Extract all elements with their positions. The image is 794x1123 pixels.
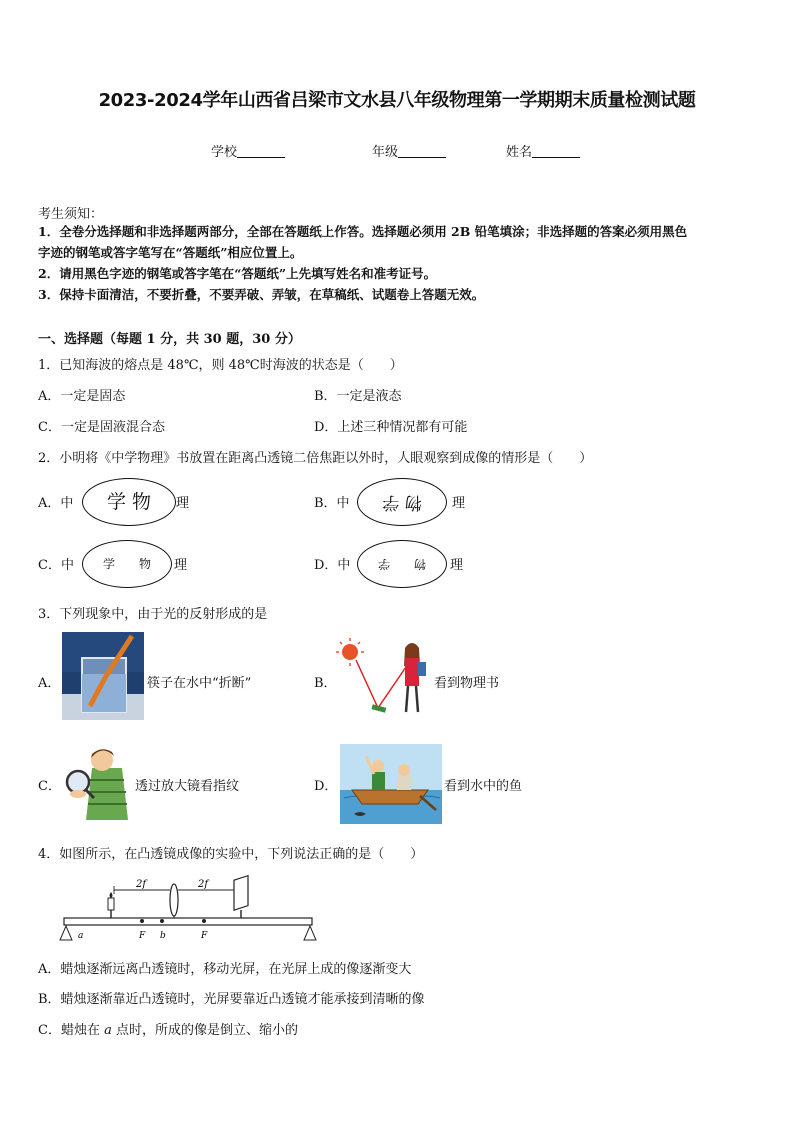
q2-option-c[interactable] <box>38 540 238 590</box>
q3-option-b-label: B． <box>314 676 337 691</box>
fig-label-a: a <box>78 931 84 941</box>
q1-option-a[interactable]: A．一定是固态 <box>38 389 126 404</box>
q2-option-c-tail: 理 <box>174 558 188 573</box>
q3-option-c-caption: 透过放大镜看指纹 <box>135 779 240 794</box>
q2-option-d-image: 物 学 <box>357 540 447 588</box>
notice-line-3: 3．保持卡面清洁，不要折叠，不要弄破、弄皱，在草稿纸、试题卷上答题无效。 <box>38 287 485 302</box>
q2-option-c-image: 学 物 <box>82 540 172 588</box>
lens-experiment-diagram <box>56 870 320 944</box>
q1-stem: 1．已知海波的熔点是 48℃，则 48℃时海波的状态是（ ） <box>38 358 403 373</box>
q2-option-b-label: B．中 <box>314 496 350 511</box>
q3-option-c[interactable] <box>38 744 298 824</box>
notice-line-1b: 字迹的钢笔或答字笔写在“答题纸”相应位置上。 <box>38 245 303 260</box>
fig-label-2f-right: 2f <box>198 879 209 890</box>
q2-option-b-image: 物 学 <box>357 478 447 526</box>
q3-option-d[interactable] <box>314 744 574 824</box>
page-title: 2023-2024学年山西省吕梁市文水县八年级物理第一学期期末质量检测试题 <box>98 90 696 111</box>
q2-option-a-label: A．中 <box>38 496 74 511</box>
q2-option-a-tail: 理 <box>176 496 190 511</box>
grade-field: 年级 <box>372 141 446 160</box>
fig-label-b: b <box>160 931 166 941</box>
notice-line-1a: 1．全卷分选择题和非选择题两部分，全部在答题纸上作答。选择题必须用 2B 铅笔填涂；非选择题的答案必须用黑色 <box>38 224 688 239</box>
q3-option-a-caption: 筷子在水中“折断” <box>147 676 252 691</box>
q3-option-d-caption: 看到水中的鱼 <box>444 779 523 794</box>
name-field: 姓名 <box>506 141 580 160</box>
q4-stem: 4．如图所示，在凸透镜成像的实验中，下列说法正确的是（ ） <box>38 847 424 862</box>
notice-line-2: 2．请用黑色字迹的钢笔或答字笔在“答题纸”上先填写姓名和准考证号。 <box>38 266 437 281</box>
boat-fishing-image <box>340 744 442 824</box>
q2-option-d[interactable] <box>314 540 514 590</box>
q3-option-a-label: A． <box>38 676 61 691</box>
magnifier-fingerprint-image <box>62 746 134 822</box>
q2-option-b-tail: 理 <box>452 496 466 511</box>
chopsticks-in-water-image <box>62 632 144 720</box>
q2-option-d-label: D．中 <box>314 558 351 573</box>
fig-label-f2: F <box>201 931 208 941</box>
q2-option-b[interactable] <box>314 478 514 528</box>
q2-option-a[interactable] <box>38 478 238 528</box>
q4-option-b[interactable]: B．蜡烛逐渐靠近凸透镜时，光屏要靠近凸透镜才能承接到清晰的像 <box>38 992 425 1007</box>
q2-stem: 2．小明将《中学物理》书放置在距离凸透镜二倍焦距以外时，人眼观察到成像的情形是（ ） <box>38 451 593 466</box>
q3-stem: 3．下列现象中，由于光的反射形成的是 <box>38 607 268 622</box>
section-heading: 一、选择题（每题 1 分，共 30 题，30 分） <box>38 332 301 347</box>
q1-option-c[interactable]: C．一定是固液混合态 <box>38 420 165 435</box>
q4-option-a[interactable]: A．蜡烛逐渐远离凸透镜时，移动光屏，在光屏上成的像逐渐变大 <box>38 962 412 977</box>
girl-reading-book-image <box>336 636 430 720</box>
q3-option-b-caption: 看到物理书 <box>434 676 500 691</box>
school-field: 学校 <box>211 141 285 160</box>
q2-option-d-tail: 理 <box>450 558 464 573</box>
q1-option-d[interactable]: D．上述三种情况都有可能 <box>314 420 468 435</box>
q3-option-c-label: C． <box>38 779 61 794</box>
q1-option-b[interactable]: B．一定是液态 <box>314 389 402 404</box>
fig-label-2f-left: 2f <box>136 879 147 890</box>
q2-option-a-image: 学 物 <box>82 478 176 526</box>
q2-option-c-label: C．中 <box>38 558 74 573</box>
q4-option-c[interactable]: C．蜡烛在 a 点时，所成的像是倒立、缩小的 <box>38 1023 298 1038</box>
notice-heading: 考生须知： <box>38 207 104 222</box>
q3-option-b[interactable] <box>314 632 574 724</box>
q3-option-a[interactable] <box>38 632 298 724</box>
q3-option-d-label: D． <box>314 779 338 794</box>
fig-label-f1: F <box>139 931 146 941</box>
